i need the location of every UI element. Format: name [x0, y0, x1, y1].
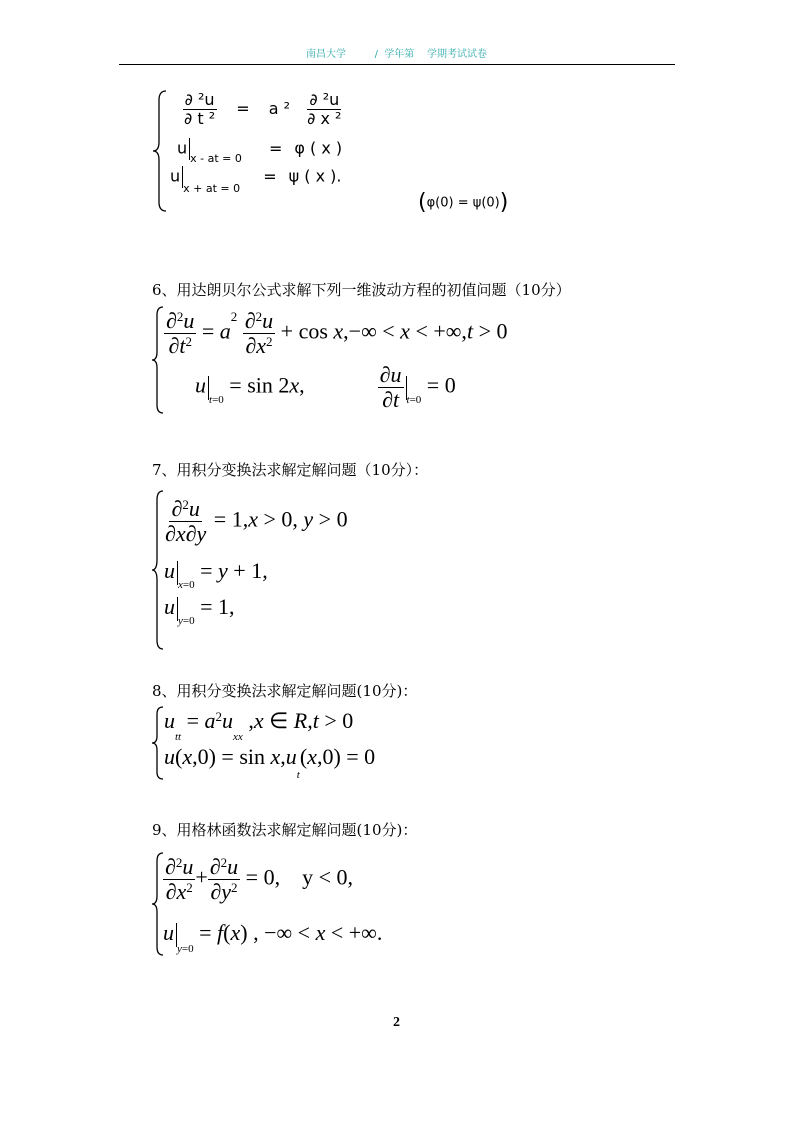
- page-header: 南昌大学 / 学年第 学期考试试卷: [305, 49, 488, 60]
- brace-q8: [151, 706, 165, 780]
- q9-boundary-condition: $u_{y=0} = f(x)$ , −∞ < x < +∞.: [163, 920, 383, 955]
- q6-initial-conditions: $u_{t=0} = \sin 2x$, $\frac{\partial u}{\partial t}$ $_{t=0}$ = 0: [195, 362, 456, 412]
- question-8-title: 8、用积分变换法求解定解问题(10分)：: [152, 682, 418, 700]
- question-7-title: 7、用积分变换法求解定解问题（10分）：: [152, 461, 429, 479]
- page-number: 2: [393, 1015, 400, 1030]
- q9-equation: $\frac{\partial^2u}{\partial x^2}$ + $\frac{\partial^2u}{\partial y^2}$ = 0, y < 0,: [165, 854, 354, 904]
- block5-condition-1: $u_{x - at = 0} = \varphi$ ( x ): [177, 138, 343, 165]
- q8-equation: $u_{tt} = a^2u_{xx}$ ,x ∈ R,t > 0: [164, 708, 354, 743]
- header-rule: [119, 64, 675, 65]
- q8-initial-conditions: $u(x,0) = \sin x,u_t(x,0) = 0$: [164, 744, 376, 781]
- q7-condition-x: $u_{x=0} = y + 1$,: [164, 558, 268, 591]
- brace-q6: [151, 306, 165, 414]
- q7-equation: $\frac{\partial^2u}{\partial x\partial y}$ = 1,x > 0, y > 0: [165, 496, 348, 546]
- block5-compatibility: (φ(0) = ψ(0)): [418, 190, 509, 215]
- block5-pde: $\frac{\text{∂ ²u}}{\text{∂ t ²}}$ = a ² $\frac{\text{∂ ²u}}{\text{∂ x ²}}$: [184, 90, 342, 128]
- question-6-title: 6、用达朗贝尔公式求解下列一维波动方程的初值问题（10分）: [152, 281, 571, 299]
- question-9-title: 9、用格林函数法求解定解问题(10分)：: [152, 821, 418, 839]
- brace-block5: [152, 90, 168, 212]
- q7-condition-y: $u_{y=0} = 1$,: [164, 594, 235, 627]
- block5-condition-2: $u_{x + at = 0} = \psi$ ( x ).: [170, 166, 342, 195]
- q6-equation: $\frac{\partial^2u}{\partial t^2}$ = $a^2$ $\frac{\partial^2u}{\partial x^2}$ + cos x,−∞ < x < +∞,t > 0: [166, 308, 508, 358]
